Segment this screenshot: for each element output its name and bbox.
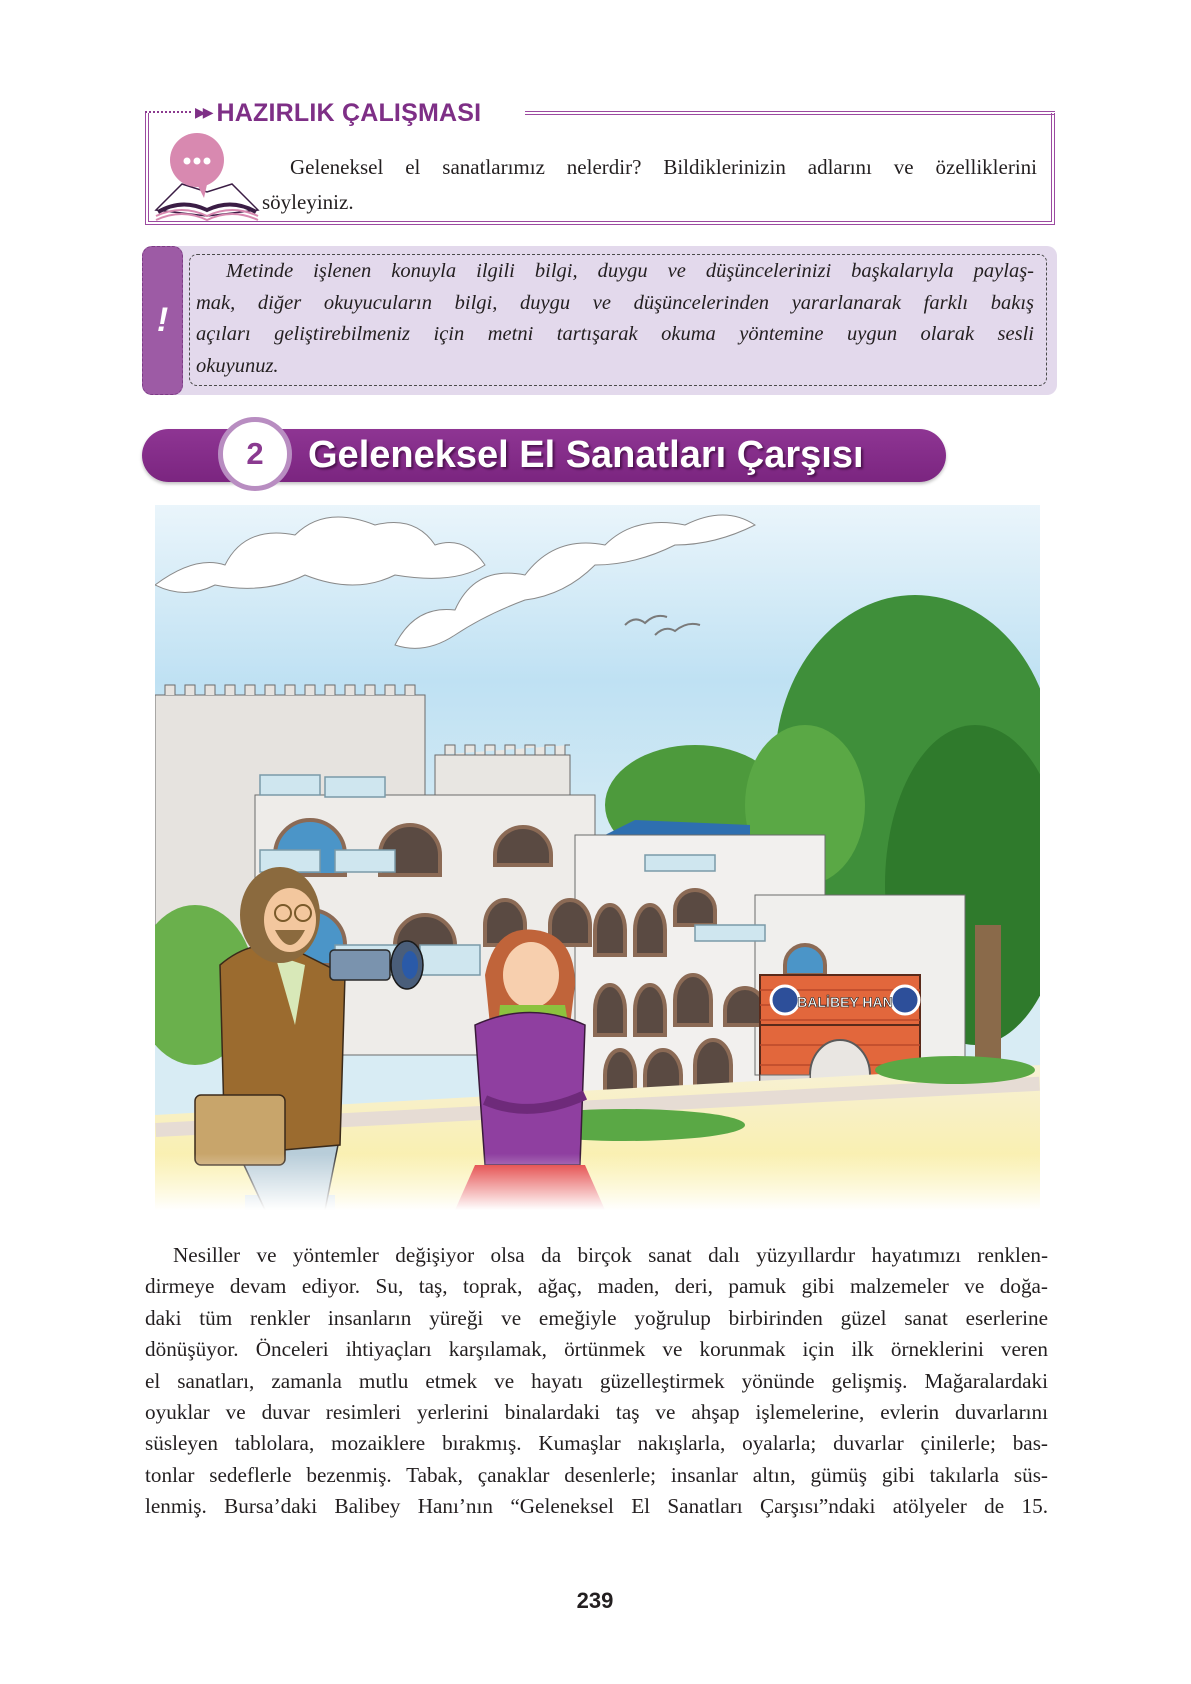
reading-instruction-text: [196, 256, 1034, 382]
section-number-badge: [218, 417, 292, 491]
body-line: daki tüm renkler insanların yüreği ve emeğiyle yoğrulup birbirinden güzel sanat eserlerine: [145, 1305, 1048, 1330]
preparation-title: HAZIRLIK ÇALIŞMASI: [216, 98, 482, 127]
instruction-line: Metinde işlenen konuyla ilgili bilgi, duygu ve düşüncelerinizi başkalarıyla paylaş-: [226, 260, 1034, 282]
section-number: 2: [246, 436, 264, 471]
reading-instruction-frame: [189, 254, 1047, 386]
illustration: [155, 505, 1040, 1210]
preparation-question-line-2: söyleyiniz.: [262, 190, 354, 214]
balibey-han-scene-illustration: [155, 505, 1040, 1210]
page-number: 239: [576, 1588, 614, 1613]
body-line: dönüşüyor. Önceleri ihtiyaçları karşılamak, örtünmek ve korunmak için ilk örneklerini veren: [145, 1337, 1048, 1362]
body-paragraph: [145, 1240, 1048, 1523]
body-line: oyuklar ve duvar resimleri yerlerini binalardaki taş ve ahşap işlemelerine, evlerin duvarlarını: [145, 1400, 1048, 1425]
body-line: tonlar sedeflerle bezenmiş. Tabak, çanaklar desenlerle; insanlar altın, gümüş gibi takılarla süs-: [145, 1462, 1048, 1487]
double-arrow-icon: ▶▶: [195, 105, 211, 121]
body-line: süsleyen tablolara, mozaiklere bırakmış. Kumaşlar nakışlarla, oyalarla; duvarlar çinilerle; bas-: [145, 1431, 1048, 1456]
body-line: el sanatları, zamanla mutlu etmek ve hayatı güzelleştirmek yönünde gelişmiş. Mağaralardaki: [145, 1368, 1048, 1393]
instruction-line: mak, diğer okuyucuların bilgi, duygu ve düşüncelerinden yararlanarak farklı bakış: [196, 291, 1034, 314]
preparation-question: [262, 150, 1037, 220]
instruction-line: açıları geliştirebilmeniz için metni tartışarak okuma yöntemine uygun olarak sesli: [196, 323, 1034, 345]
instruction-line: okuyunuz.: [196, 354, 279, 377]
body-line: Nesiller ve yöntemler değişiyor olsa da birçok sanat dalı yüzyıllardır hayatımızı renklen-: [173, 1243, 1048, 1267]
preparation-question-line-1: Geleneksel el sanatlarımız nelerdir? Bildiklerinizin adlarını ve özelliklerini: [290, 155, 1037, 179]
exclamation-tab: [142, 246, 183, 395]
section-title: Geleneksel El Sanatları Çarşısı: [308, 434, 864, 476]
exclamation-icon: !: [156, 301, 169, 339]
body-line: lenmiş. Bursa’daki Balibey Hanı’nın “Geleneksel El Sanatları Çarşısı”ndaki atölyeler de 15.: [145, 1494, 1048, 1519]
body-line: dirmeye devam ediyor. Su, taş, toprak, ağaç, maden, deri, pamuk gibi malzemeler ve doğa-: [145, 1274, 1048, 1299]
speech-bubble-book-icon: [152, 132, 262, 222]
